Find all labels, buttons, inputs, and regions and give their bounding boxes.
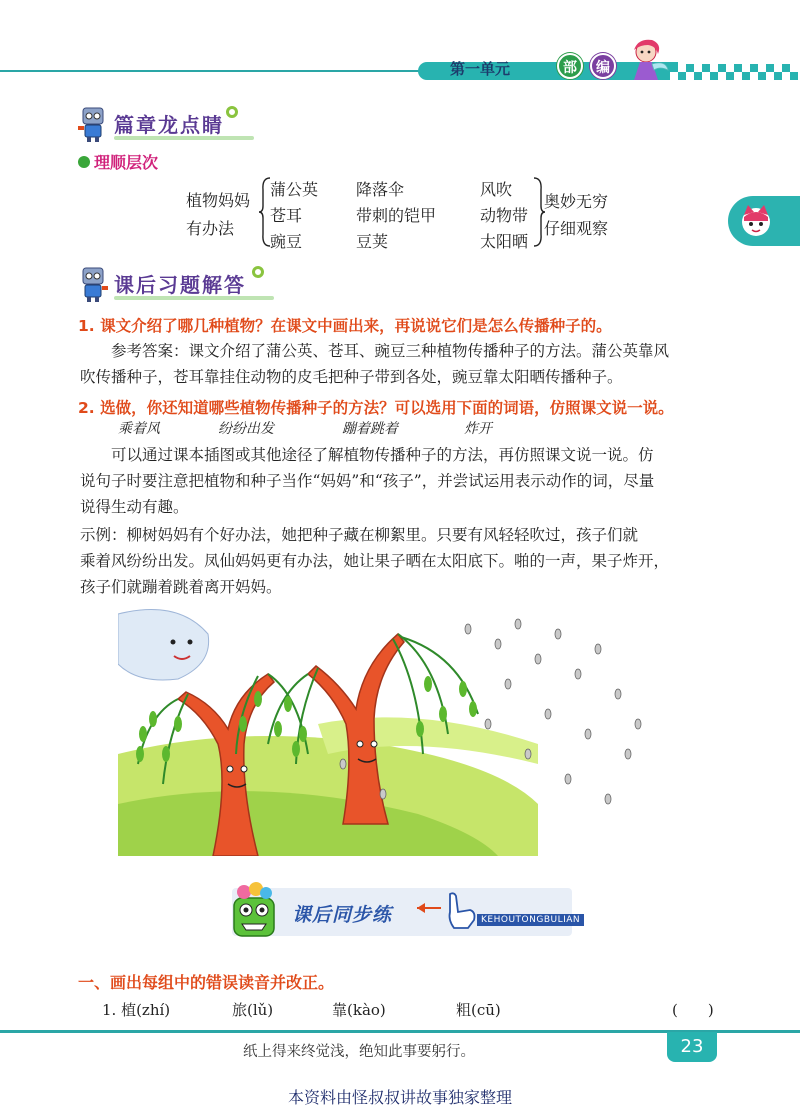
header-rule [0,70,430,72]
example-answer [80,522,730,600]
title-underline [114,296,274,300]
structure-way-2: 动物带 [480,206,529,225]
structure-plant-1: 蒲公英 [270,180,319,199]
word-item: 蹦着跳着 [342,421,398,437]
structure-conclusion-2: 仔细观察 [544,219,609,238]
section-title-label: 课后习题解答 [114,272,246,297]
structure-tool-2: 带刺的铠甲 [356,206,437,225]
footer-motto: 纸上得来终觉浅，绝知此事要躬行。 [243,1044,475,1060]
title-underline [114,136,254,140]
monster-mascot-icon [222,880,288,942]
answer-1-line-1: 参考答案：课文介绍了蒲公英、苍耳、豌豆三种植物传播种子的方法。蒲公英靠风 [111,342,670,360]
cat-face-icon [738,203,774,239]
structure-plant-3: 豌豆 [270,232,303,251]
source-note: 本资料由怪叔叔讲故事独家整理 [287,1088,512,1107]
answer-2-line-3: 说得生动有趣。 [80,498,189,516]
structure-way-1: 风吹 [480,180,513,199]
question-1: 1. 课文介绍了哪几种植物？在课文中画出来，再说说它们是怎么传播种子的。 [78,317,612,335]
section-title-label: 篇章龙点睛 [114,112,224,137]
pointing-hand-icon [444,890,478,930]
answer-1 [80,338,730,390]
fairy-mascot-icon [622,36,670,84]
exercise-item: 旅(lǔ) [232,1001,274,1019]
word-item: 纷纷出发 [218,421,274,437]
title-dot [252,266,264,278]
robot-mascot-icon [76,264,110,302]
edition-badge-bian: 编 [590,53,616,79]
question-2: 2. 选做，你还知道哪些植物传播种子的方法？可以选用下面的词语，仿照课文说一说。 [78,399,674,417]
word-item: 炸开 [464,421,492,437]
structure-tool-1: 降落伞 [356,180,405,199]
subtitle-structure [78,150,158,173]
exercise-item: 粗(cū) [456,1001,501,1019]
bullet-dot-icon [78,156,90,168]
example-line-2: 乘着风纷纷出发。凤仙妈妈更有办法，她让果子晒在太阳底下。啪的一声，果子炸开， [80,552,670,570]
structure-lead-2: 有办法 [186,219,235,238]
structure-plant-2: 苍耳 [270,206,303,225]
sync-practice-pinyin: KEHOUTONGBULIAN [477,914,584,926]
answer-blank[interactable]: ( ) [672,1001,714,1019]
title-dot [226,106,238,118]
answer-2-line-1: 可以通过课本插图或其他途径了解植物传播种子的方法，再仿照课文说一说。仿 [111,446,654,464]
willow-trees-illustration [118,604,648,856]
example-line-3: 孩子们就蹦着跳着离开妈妈。 [80,578,282,596]
checker-pattern-icon [670,64,800,80]
answer-2 [80,442,730,520]
answer-1-line-2: 吹传播种子，苍耳靠挂住动物的皮毛把种子带到各处，豌豆靠太阳晒传播种子。 [80,368,623,386]
structure-tool-3: 豆荚 [356,232,389,251]
page-number: 23 [667,1032,717,1062]
sync-practice-banner [222,880,581,942]
example-line-1: 示例：柳树妈妈有个好办法，她把种子藏在柳絮里。只要有风轻轻吹过，孩子们就 [80,526,639,544]
exercise-item: 1. 植(zhí) [102,1001,171,1019]
structure-conclusion-1: 奥妙无穷 [544,192,609,211]
robot-mascot-icon [76,104,110,142]
section-title-exercises [76,264,276,302]
structure-lead-1: 植物妈妈 [186,191,251,210]
unit-title: 第一单元 [450,60,511,78]
word-item: 乘着风 [118,421,160,437]
exercise-title: 一、画出每组中的错误读音并改正。 [78,973,335,992]
section-title-chapter [76,104,256,142]
subtitle-label: 理顺层次 [94,153,159,172]
edition-badge-bu: 部 [557,53,583,79]
structure-way-3: 太阳晒 [480,232,529,251]
sync-practice-title: 课后同步练 [292,904,393,926]
answer-2-line-2: 说句子时要注意把植物和种子当作“妈妈”和“孩子”，并尝试运用表示动作的词，尽量 [80,472,655,490]
arrow-icon [417,902,447,914]
exercise-item: 靠(kào) [332,1001,386,1019]
